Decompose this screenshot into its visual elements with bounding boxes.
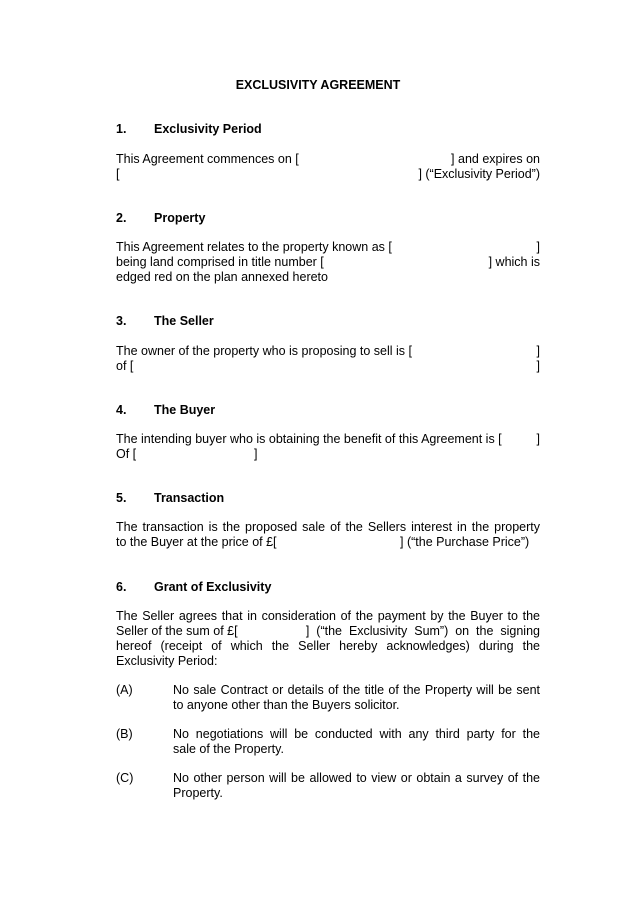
section-title: Exclusivity Period: [154, 122, 262, 136]
s2-plan-text: edged red on the plan annexed hereto: [116, 270, 328, 284]
s5-purchase-price-text: ] (“the Purchase Price”): [400, 535, 530, 549]
s3-line-2: [116, 359, 540, 374]
section-title: Property: [154, 211, 206, 225]
s6-exclusivity-sum-text: ] (“the Exclusivity Sum”) on the signing: [305, 624, 540, 638]
item-b-line-1: No negotiations will be conducted with any third party for the: [173, 727, 540, 741]
s2-line-3: [116, 270, 540, 285]
section-title: Grant of Exclusivity: [154, 580, 272, 594]
s1-expires-text: ] and expires on: [451, 152, 540, 166]
section-number: 5.: [116, 491, 127, 505]
s4-close-bracket-2: ]: [254, 447, 258, 461]
s4-close-bracket: ]: [536, 432, 540, 446]
section-number: 3.: [116, 314, 127, 328]
section-title: The Buyer: [154, 403, 216, 417]
s6-receipt-text: hereof (receipt of which the Seller hereby acknowledges) during the: [116, 639, 540, 653]
s2-close-bracket: ]: [536, 240, 540, 254]
s4-buyer-text: The intending buyer who is obtaining the benefit of this Agreement is [: [116, 432, 502, 446]
item-c-line-2: Property.: [173, 786, 223, 800]
s2-which-is-text: ] which is: [488, 255, 540, 269]
section-title: Transaction: [154, 491, 225, 505]
section-number: 4.: [116, 403, 127, 417]
s6-sum-text: Seller of the sum of £[: [116, 624, 238, 638]
s1-open-bracket: [: [116, 167, 120, 181]
s2-line-1: [116, 240, 540, 255]
s5-transaction-text: The transaction is the proposed sale of the Sellers interest in the property: [116, 520, 540, 534]
item-a-label: (A): [116, 683, 133, 697]
item-b-line-2: sale of the Property.: [173, 742, 284, 756]
s6-line-4: [116, 654, 540, 669]
s3-close-bracket-2: ]: [536, 359, 540, 373]
s4-line-2: [116, 447, 540, 462]
item-c-label: (C): [116, 771, 134, 785]
s6-line-3: [116, 639, 540, 654]
item-b-label: (B): [116, 727, 133, 741]
s2-property-text: This Agreement relates to the property known as [: [116, 240, 392, 254]
s2-line-2: [116, 255, 540, 270]
item-a-line-2: to anyone other than the Buyers solicitor.: [173, 698, 400, 712]
s6-agrees-text: The Seller agrees that in consideration of the payment by the Buyer to the: [116, 609, 540, 623]
s5-line-1: [116, 520, 540, 535]
s3-close-bracket: ]: [536, 344, 540, 358]
s2-title-number-text: being land comprised in title number [: [116, 255, 324, 269]
s1-line-2: [116, 167, 540, 182]
item-c-line-1: No other person will be allowed to view or obtain a survey of the: [173, 771, 540, 785]
s1-line-1: [116, 152, 540, 167]
s3-owner-text: The owner of the property who is proposing to sell is [: [116, 344, 412, 358]
section-title: The Seller: [154, 314, 214, 328]
s4-of-text: Of [: [116, 447, 137, 461]
section-number: 2.: [116, 211, 127, 225]
s3-of-text: of [: [116, 359, 134, 373]
s1-period-text: ] (“Exclusivity Period”): [418, 167, 540, 181]
s6-line-1: [116, 609, 540, 624]
item-a-line-1: No sale Contract or details of the title of the Property will be sent: [173, 683, 540, 697]
section-number: 6.: [116, 580, 127, 594]
s1-commences-text: This Agreement commences on [: [116, 152, 299, 166]
s5-price-text: to the Buyer at the price of £[: [116, 535, 277, 549]
s6-line-2: [116, 624, 540, 639]
s4-line-1: [116, 432, 540, 447]
s6-period-text: Exclusivity Period:: [116, 654, 218, 668]
section-number: 1.: [116, 122, 127, 136]
document-title: EXCLUSIVITY AGREEMENT: [235, 78, 401, 92]
s3-line-1: [116, 344, 540, 359]
s5-line-2: [116, 535, 540, 550]
